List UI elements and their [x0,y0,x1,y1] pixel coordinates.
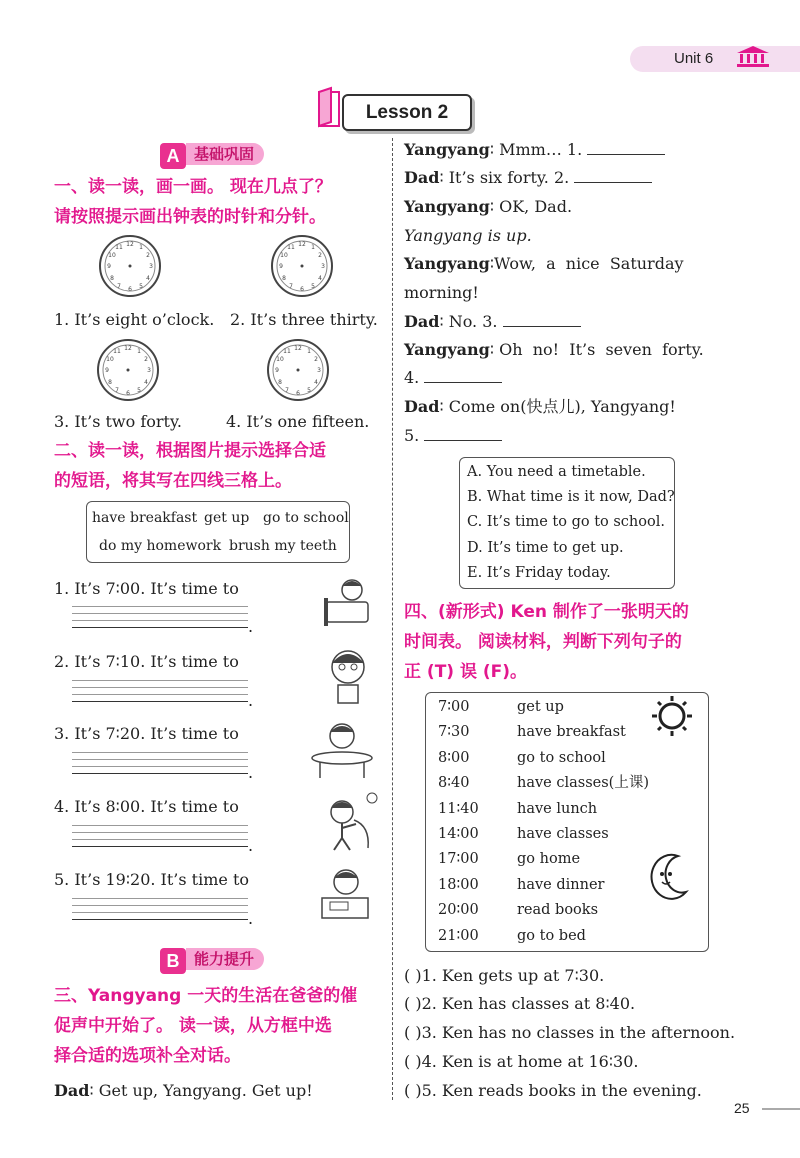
q3-title-line3: 择合适的选项补全对话。 [54,1046,241,1066]
schedule-activity: have breakfast [517,724,626,741]
svg-text:8: 8 [282,275,286,282]
dialogue-line-8: Yangyang∶ Oh no! It’s seven forty. [404,340,704,359]
schedule-time: 8∶00 [438,749,470,766]
book-icon [313,86,345,132]
writing-lines[interactable] [72,898,248,926]
svg-text:4: 4 [318,275,322,282]
schedule-row [438,720,648,745]
q4-title-line1: 四、(新形式) Ken 制作了一张明天的 [404,602,689,622]
dialogue-line-11 [404,425,502,447]
dialogue-text: OK, Dad. [499,197,573,216]
schedule-activity: go to school [517,749,606,766]
q4-title-line2: 时间表。 阅读材料，判断下列句子的 [404,632,682,652]
svg-text:10: 10 [106,356,114,363]
svg-text:9: 9 [107,263,111,270]
svg-text:9: 9 [279,263,283,270]
svg-text:1: 1 [307,348,311,355]
sun-icon [648,694,696,738]
schedule-activity: have lunch [517,800,598,817]
svg-text:5: 5 [311,283,315,290]
schedule-row [438,822,648,847]
schedule-row [438,746,648,771]
phrase-go-to-school: go to school [263,510,349,526]
dialogue-text: It’s six forty. 2. [448,168,570,187]
phrase-have-breakfast: have breakfast [92,510,198,526]
dialogue-line-0: Dad∶ Get up, Yangyang. Get up! [54,1081,313,1100]
svg-text:5: 5 [139,283,143,290]
svg-text:11: 11 [283,348,291,355]
time-item-4: 4. It’s 8∶00. It’s time to [54,797,239,816]
schedule-row [438,847,648,872]
svg-text:9: 9 [275,367,279,374]
dialogue-text: Oh no! It’s seven forty. [499,340,704,359]
narration: Yangyang is up. [404,226,532,245]
dialogue-text: Come on(快点儿), Yangyang! [448,397,676,416]
column-divider [392,138,393,1100]
svg-text:12: 12 [294,345,302,352]
svg-text:11: 11 [113,348,121,355]
schedule-activity: have dinner [517,876,605,893]
clock-item-1: 1. It’s eight o’clock. [54,310,215,329]
writing-lines[interactable] [72,606,248,634]
dialogue-line-2: Dad∶ It’s six forty. 2. [404,167,652,189]
svg-text:7: 7 [115,387,119,394]
dialogue-text: 5. [404,426,420,445]
schedule-row [438,898,648,923]
time-item-1: 1. It’s 7∶00. It’s time to [54,579,239,598]
option-b: B. What time is it now, Dad? [467,489,675,505]
svg-text:5: 5 [137,387,141,394]
moon-icon [648,852,692,902]
schedule-time: 8∶40 [438,775,470,792]
dialogue-line-9 [404,367,502,389]
judgment-3[interactable]: ( )3. Ken has no classes in the afternoon. [404,1023,736,1042]
svg-text:12: 12 [298,241,306,248]
svg-text:7: 7 [117,283,121,290]
schedule-activity: go home [517,851,581,868]
phrase-brush-my-teeth: brush my teeth [229,538,337,554]
svg-text:6: 6 [126,390,130,397]
schedule-time: 7∶30 [438,724,470,741]
speaker-yangyang: Yangyang [404,340,490,359]
svg-text:2: 2 [314,356,318,363]
time-item-2: 2. It’s 7∶10. It’s time to [54,652,239,671]
svg-text:3: 3 [147,367,151,374]
judgment-1[interactable]: ( )1. Ken gets up at 7∶30. [404,966,605,985]
svg-text:10: 10 [280,252,288,259]
section-a-letter: A [160,143,186,169]
dialogue-text: Mmm… 1. [499,140,583,159]
svg-text:2: 2 [146,252,150,259]
schedule-time: 21∶00 [438,927,479,944]
speaker-yangyang: Yangyang [404,197,490,216]
q3-title-line1: 三、Yangyang 一天的生活在爸爸的催 [54,986,358,1006]
period: . [248,617,254,636]
svg-text:11: 11 [115,244,123,251]
clock-face-icon[interactable] [270,234,334,298]
clock-item-3: 3. It’s two forty. [54,412,182,431]
boy-walking-to-school-icon [320,790,380,854]
speaker-yangyang: Yangyang [404,254,490,273]
clock-item-2: 2. It’s three thirty. [230,310,378,329]
schedule-activity: have classes [517,825,609,842]
svg-text:2: 2 [318,252,322,259]
schedule-row [438,695,648,720]
writing-lines[interactable] [72,825,248,853]
boy-eating-breakfast-icon [306,718,376,780]
dialogue-text: Get up, Yangyang. Get up! [98,1081,313,1100]
phrase-get-up: get up [204,510,250,526]
svg-text:1: 1 [139,244,143,251]
q2-title-line2: 的短语，将其写在四线三格上。 [54,471,292,491]
schedule-time: 17∶00 [438,851,479,868]
svg-text:3: 3 [149,263,153,270]
judgment-4[interactable]: ( )4. Ken is at home at 16∶30. [404,1052,639,1071]
schedule-row [438,924,648,949]
clock-face-icon[interactable] [96,338,160,402]
schedule-time: 20∶00 [438,902,479,919]
svg-text:1: 1 [311,244,315,251]
schedule-time: 7∶00 [438,699,470,715]
option-a: A. You need a timetable. [467,464,646,480]
time-item-5: 5. It’s 19∶20. It’s time to [54,870,250,889]
svg-text:8: 8 [108,379,112,386]
schedule-list [438,695,648,949]
svg-text:8: 8 [278,379,282,386]
dialogue-text: No. 3. [448,312,498,331]
svg-text:7: 7 [289,283,293,290]
svg-text:1: 1 [137,348,141,355]
section-a-label: 基础巩固 [186,143,264,165]
svg-text:10: 10 [108,252,116,259]
schedule-activity: read books [517,902,599,919]
svg-text:3: 3 [321,263,325,270]
clock-face-icon[interactable] [98,234,162,298]
answer-blank-2[interactable] [574,168,652,183]
schedule-row [438,771,648,796]
boy-in-bed-icon [322,572,372,630]
svg-text:6: 6 [128,286,132,293]
schedule-time: 11∶40 [438,800,479,817]
section-a-badge [160,143,264,169]
section-b-badge [160,948,264,974]
section-b-letter: B [160,948,186,974]
svg-text:4: 4 [146,275,150,282]
svg-text:12: 12 [126,241,134,248]
svg-text:3: 3 [317,367,321,374]
judgment-2[interactable]: ( )2. Ken has classes at 8∶40. [404,994,636,1013]
unit-label: Unit 6 [674,50,714,67]
schedule-time: 18∶00 [438,876,479,893]
svg-text:2: 2 [144,356,148,363]
unit-tab [630,46,800,72]
schedule-activity: get up [517,699,564,715]
judgment-5[interactable]: ( )5. Ken reads books in the evening. [404,1081,702,1100]
answer-blank-5[interactable] [424,426,502,441]
period: . [248,909,254,928]
q2-title-line1: 二、读一读，根据图片提示选择合适 [54,441,326,461]
dialogue-line-3: Yangyang∶ OK, Dad. [404,197,573,216]
dialogue-line-1: Yangyang∶ Mmm… 1. [404,139,665,161]
speaker-dad: Dad [404,168,440,187]
answer-blank-4[interactable] [424,368,502,383]
dialogue-text: 4. [404,368,420,387]
option-e: E. It’s Friday today. [467,565,611,581]
option-d: D. It’s time to get up. [467,540,624,556]
speaker-yangyang: Yangyang [404,140,490,159]
clock-item-4: 4. It’s one fifteen. [226,412,370,431]
speaker-dad: Dad [54,1081,90,1100]
q4-title-line3: 正 (T) 误 (F)。 [404,662,528,682]
q3-title-line2: 促声中开始了。 读一读，从方框中选 [54,1016,332,1036]
dialogue-line-10: Dad∶ Come on(快点儿), Yangyang! [404,397,676,416]
page-number: 25 [734,1100,750,1116]
svg-text:5: 5 [307,387,311,394]
schedule-time: 14∶00 [438,825,479,842]
q1-title-line2: 请按照提示画出钟表的时针和分针。 [54,207,326,227]
schedule-row [438,873,648,898]
writing-lines[interactable] [72,680,248,708]
svg-text:6: 6 [300,286,304,293]
svg-text:6: 6 [296,390,300,397]
speaker-dad: Dad [404,397,440,416]
option-c: C. It’s time to go to school. [467,514,665,530]
writing-lines[interactable] [72,752,248,780]
speaker-dad: Dad [404,312,440,331]
time-item-3: 3. It’s 7∶20. It’s time to [54,724,239,743]
boy-brushing-teeth-icon [326,645,370,705]
dialogue-line-5: Yangyang∶Wow, a nice Saturday [404,254,684,273]
svg-text:10: 10 [276,356,284,363]
svg-text:9: 9 [105,367,109,374]
svg-text:4: 4 [314,379,318,386]
svg-text:11: 11 [287,244,295,251]
section-b-label: 能力提升 [186,948,264,970]
clock-face-icon[interactable] [266,338,330,402]
phrase-do-my-homework: do my homework [99,538,222,554]
lesson-title: Lesson 2 [342,94,472,131]
dialogue-line-7: Dad∶ No. 3. [404,311,581,333]
temple-icon [733,44,773,68]
dialogue-text: Wow, a nice Saturday [494,254,684,273]
svg-text:8: 8 [110,275,114,282]
answer-blank-1[interactable] [587,140,665,155]
schedule-activity: go to bed [517,927,586,944]
schedule-activity: have classes(上课) [517,775,649,792]
period: . [248,836,254,855]
period: . [248,763,254,782]
svg-text:12: 12 [124,345,132,352]
q1-title-line1: 一、读一读，画一画。 现在几点了？ [54,177,332,197]
svg-text:7: 7 [285,387,289,394]
answer-blank-3[interactable] [503,312,581,327]
dialogue-continuation: morning! [404,283,479,302]
svg-text:4: 4 [144,379,148,386]
boy-doing-homework-icon [318,864,372,924]
page-number-rule [762,1108,800,1110]
schedule-row [438,797,648,822]
period: . [248,691,254,710]
